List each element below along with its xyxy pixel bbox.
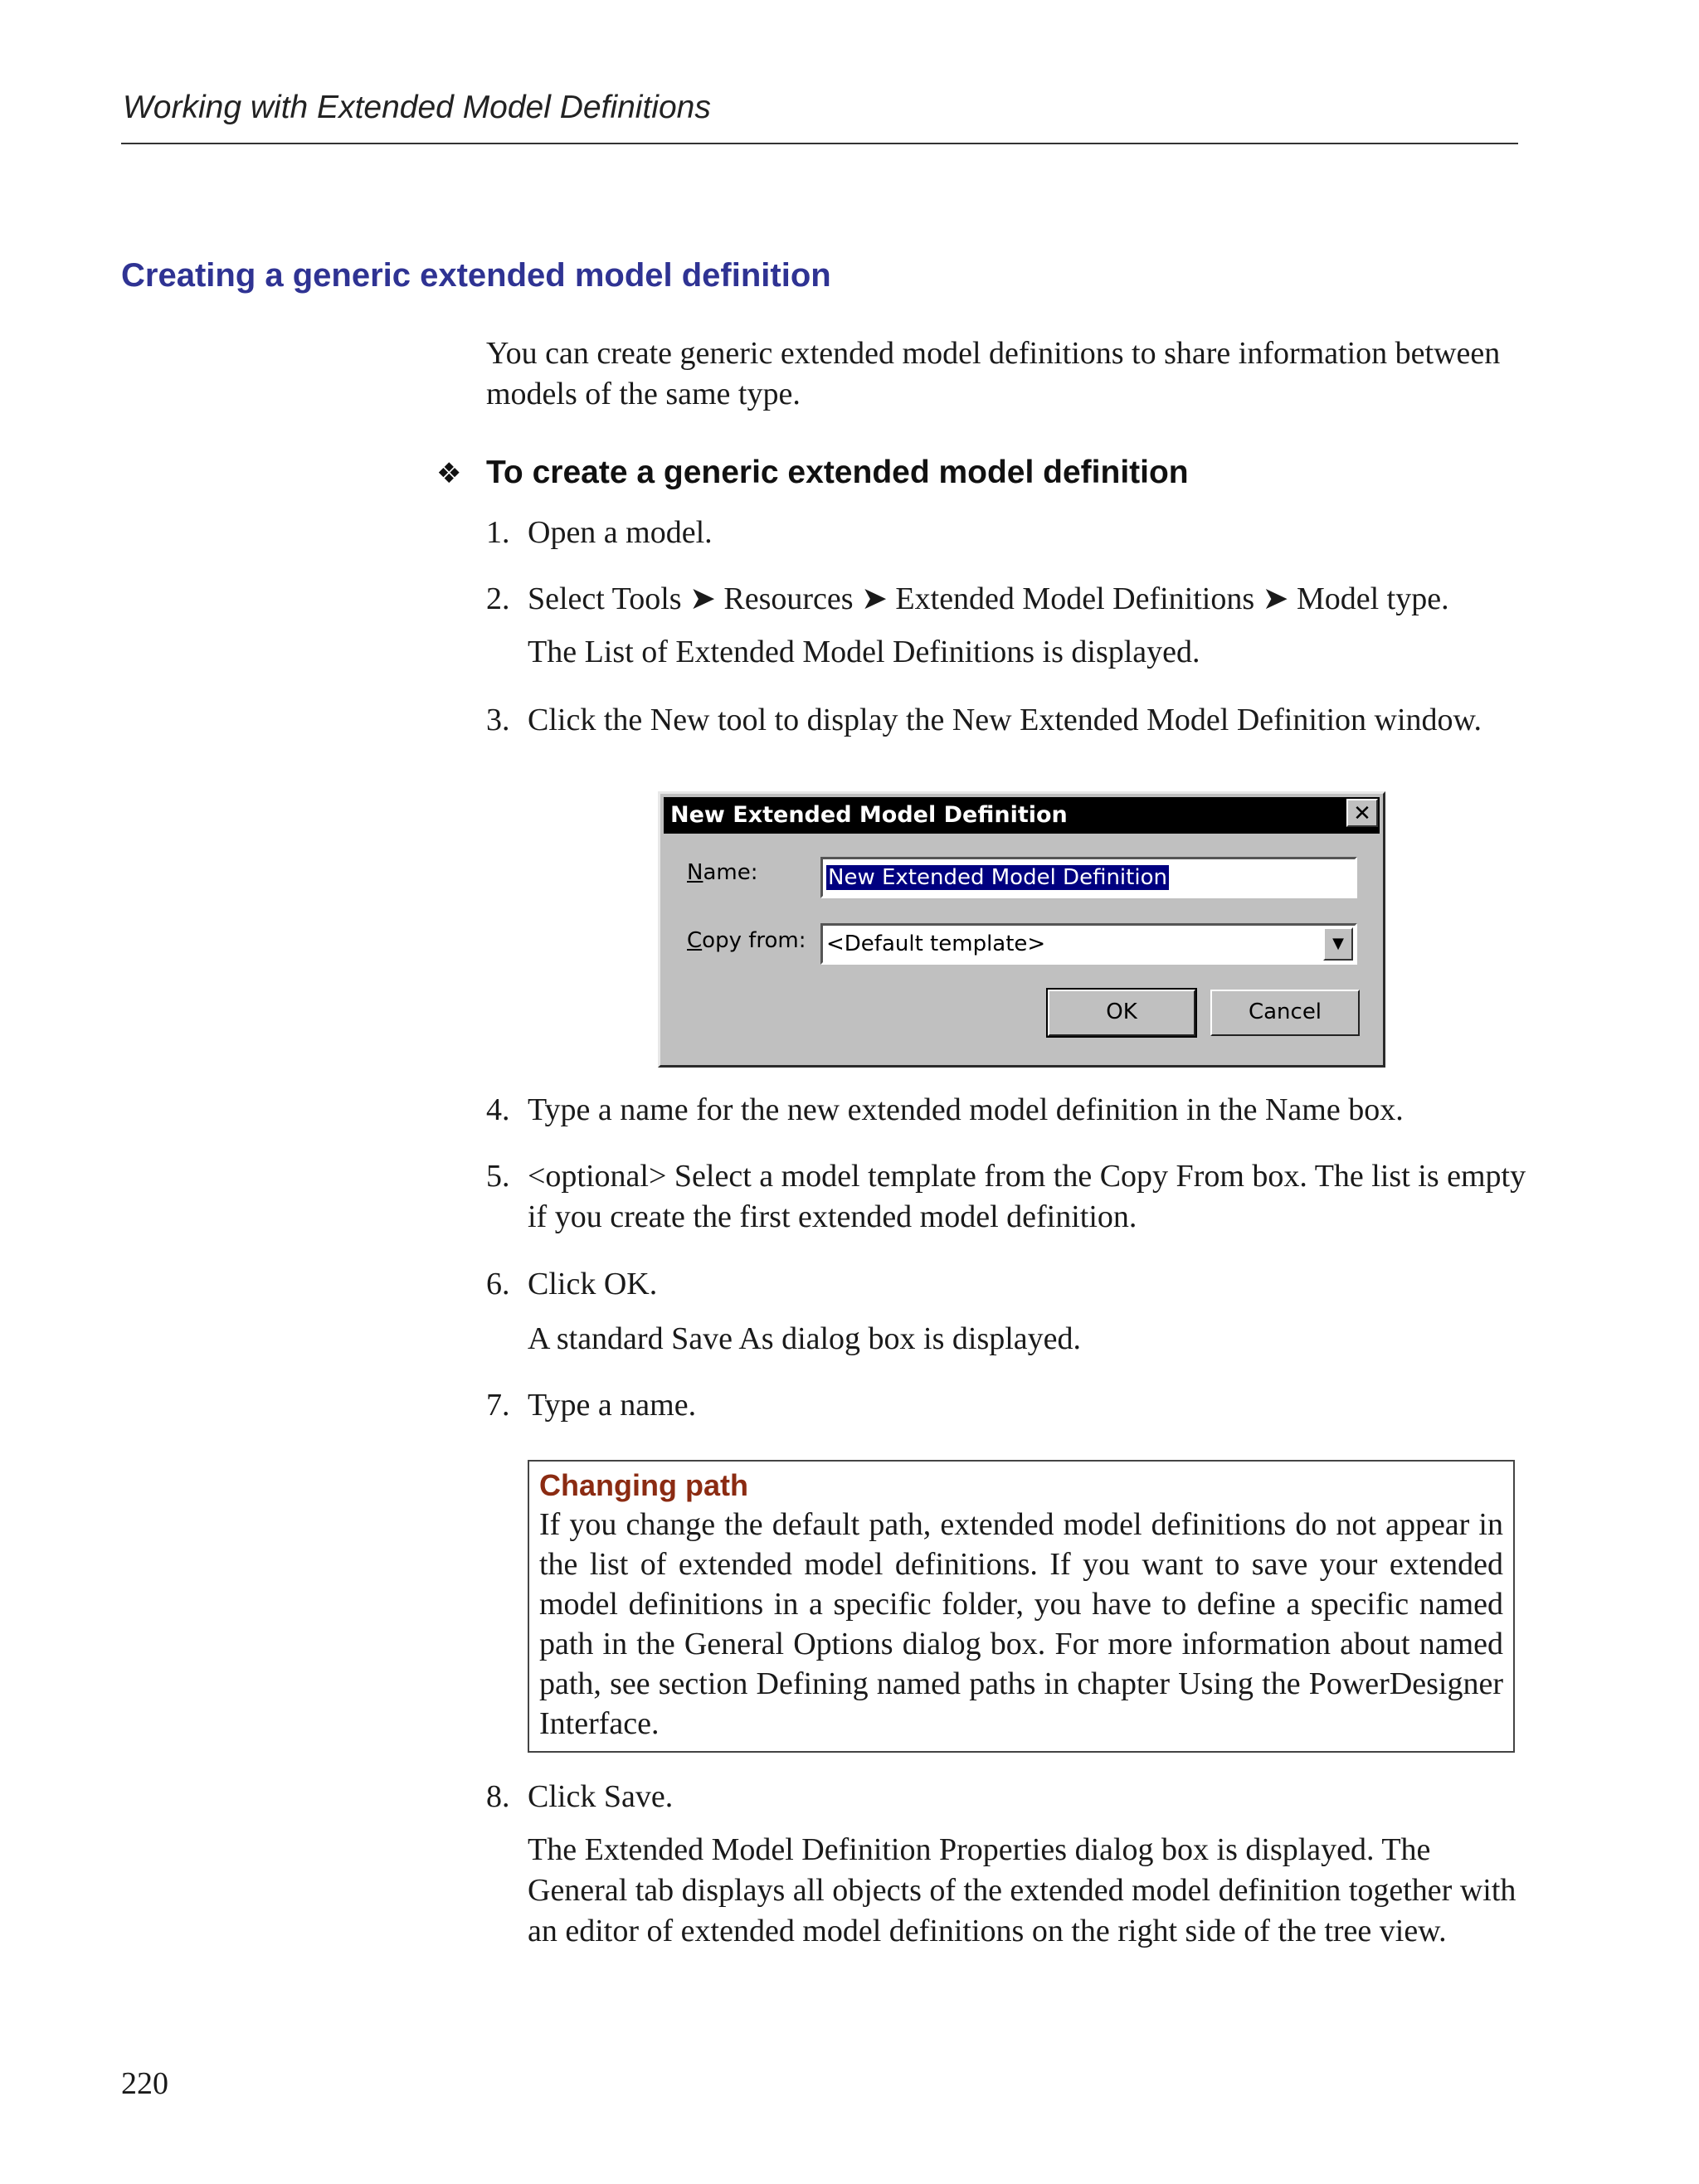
name-label: Name: — [687, 860, 758, 885]
copy-from-label: Copy from: — [687, 928, 806, 953]
step-text: Click OK. — [528, 1267, 658, 1301]
step-text: Click the New tool to display the New Extended Model Definition window. — [528, 703, 1482, 737]
step-text: Type a name. — [528, 1388, 697, 1423]
name-input[interactable] — [820, 857, 1357, 898]
step-number: 3. — [486, 703, 510, 737]
dialog-title: New Extended Model Definition — [670, 802, 1068, 828]
note-box — [528, 1460, 1515, 1753]
step-number: 1. — [486, 515, 510, 550]
intro-paragraph: You can create generic extended model definitions to share information between models of the same type. — [486, 336, 1501, 411]
step-2-result: The List of Extended Model Definitions is displayed. — [528, 635, 1200, 669]
step-1 — [486, 513, 1531, 553]
step-number: 6. — [486, 1267, 510, 1301]
step-number: 8. — [486, 1779, 510, 1814]
procedure-title: To create a generic extended model definition — [486, 455, 1189, 490]
page-number: 220 — [121, 2066, 168, 2101]
step-8 — [486, 1777, 1531, 1817]
new-extended-model-definition-dialog — [658, 791, 1385, 1068]
header-rule — [121, 143, 1518, 144]
copy-from-select[interactable] — [820, 923, 1357, 965]
procedure-heading — [436, 455, 1189, 491]
step-3 — [486, 700, 1531, 741]
step-6 — [486, 1264, 1531, 1305]
step-number: 5. — [486, 1159, 510, 1194]
step-8-result: The Extended Model Definition Properties dialog box is displayed. The General tab displays all objects of the extended model definition together with an editor of extended model definitions on the right side of the tree view. — [528, 1832, 1516, 1948]
step-number: 7. — [486, 1388, 510, 1423]
dialog-title-bar — [664, 797, 1380, 834]
step-text: Open a model. — [528, 515, 713, 550]
note-text: If you change the default path, extended model definitions do not appear in the list of extended model definitions. If you want to save your extended model definitions in a specific folder, you have to define a specific named path in the General Options dialog box. For more information about named path, see section Defining named paths in chapter Using the PowerDesigner Interface. — [539, 1507, 1503, 1741]
step-number: 4. — [486, 1092, 510, 1127]
step-text: Type a name for the new extended model definition in the Name box. — [528, 1092, 1404, 1127]
ok-button[interactable]: OK — [1048, 990, 1195, 1036]
step-4 — [486, 1090, 1531, 1131]
step-6-result: A standard Save As dialog box is displayed. — [528, 1321, 1082, 1356]
close-icon[interactable]: ✕ — [1346, 799, 1378, 827]
copy-from-value: <Default template> — [826, 931, 1046, 956]
step-2 — [486, 579, 1531, 620]
cancel-button[interactable]: Cancel — [1210, 990, 1360, 1036]
step-text: <optional> Select a model template from the Copy From box. The list is empty if you create the first extended model definition. — [528, 1159, 1526, 1234]
step-number: 2. — [486, 581, 510, 616]
step-text: Select Tools ➤ Resources ➤ Extended Model Definitions ➤ Model type. — [528, 581, 1449, 616]
running-head: Working with Extended Model Definitions — [123, 90, 711, 125]
name-input-value: New Extended Model Definition — [828, 865, 1167, 890]
step-5 — [486, 1156, 1531, 1238]
section-title: Creating a generic extended model definition — [121, 257, 831, 294]
chevron-down-icon[interactable]: ▼ — [1323, 927, 1353, 961]
step-text: Click Save. — [528, 1779, 674, 1814]
procedure-bullet-icon: ❖ — [436, 458, 462, 489]
note-title: Changing path — [539, 1468, 748, 1502]
step-7 — [486, 1385, 1531, 1426]
